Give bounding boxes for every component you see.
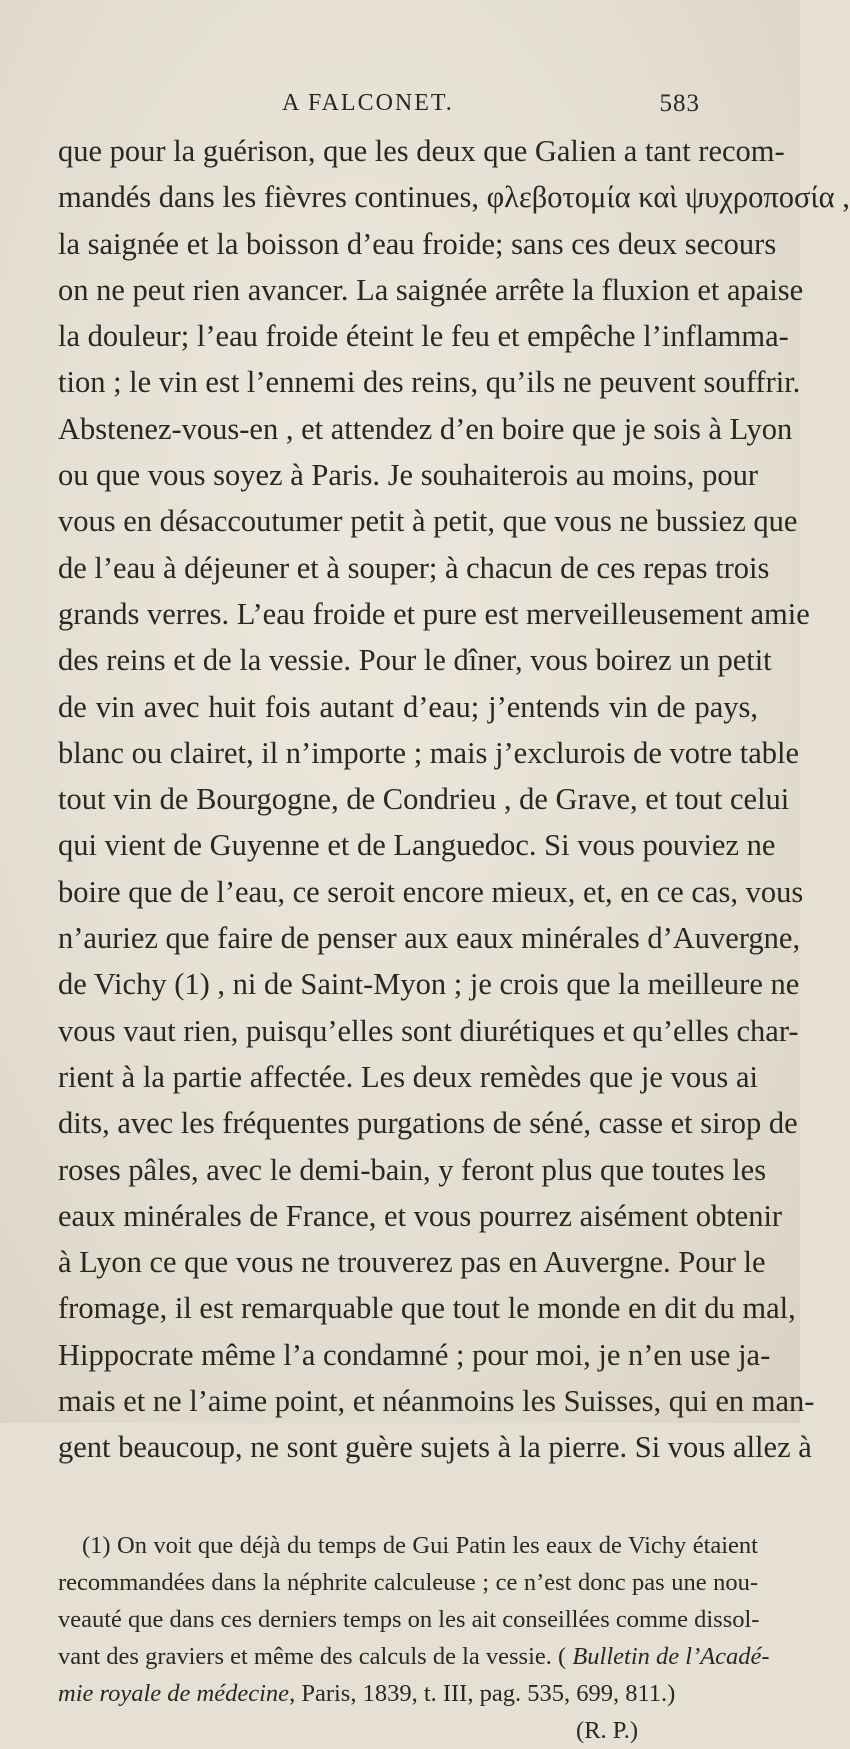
text-line: mandés dans les fièvres continues, φλεβοτομία καὶ ψυχροποσία , [58, 180, 850, 215]
text-line: tion ; le vin est l’ennemi des reins, qu’ils ne peuvent souffrir. [58, 365, 801, 400]
text-line: vous vaut rien, puisqu’elles sont diurétiques et qu’elles char- [58, 1013, 799, 1048]
running-head: A FALCONET. [282, 90, 454, 116]
text-line: vous en désaccoutumer petit à petit, que vous ne bussiez que [58, 504, 798, 539]
text-line: des reins et de la vessie. Pour le dîner, vous boirez un petit [58, 643, 772, 678]
page-header [58, 90, 760, 128]
signature-text: (R. P.) [576, 1716, 638, 1744]
text-line: ou que vous soyez à Paris. Je souhaiterois au moins, pour [58, 458, 758, 493]
footnote-line [58, 1638, 770, 1675]
text-line: on ne peut rien avancer. La saignée arrête la fluxion et apaise [58, 272, 804, 307]
text-line: n’auriez que faire de penser aux eaux minérales d’Auvergne, [58, 921, 801, 956]
text-line: eaux minérales de France, et vous pourrez aisément obtenir [58, 1198, 783, 1233]
footnote-line [58, 1675, 758, 1712]
text-line: rient à la partie affectée. Les deux remèdes que je vous ai [58, 1059, 758, 1094]
text-line: dits, avec les fréquentes purgations de séné, casse et sirop de [58, 1106, 798, 1141]
text-line: la saignée et la boisson d’eau froide; sans ces deux secours [58, 226, 777, 261]
text-line: Hippocrate même l’a condamné ; pour moi, je n’en use ja- [58, 1337, 771, 1372]
footnote-signature [58, 1712, 760, 1749]
page-number: 583 [659, 90, 700, 117]
text-line: mais et ne l’aime point, et néanmoins les Suisses, qui en man- [58, 1384, 815, 1419]
text-line: grands verres. L’eau froide et pure est merveilleusement amie [58, 596, 810, 631]
footnote-text: vant des graviers et même des calculs de la vessie. ( [58, 1642, 573, 1670]
text-line: de l’eau à déjeuner et à souper; à chacun de ces repas trois [58, 550, 770, 585]
text-line: boire que de l’eau, ce seroit encore mieux, et, en ce cas, vous [58, 874, 804, 909]
footnote-citation-details: , Paris, 1839, t. III, pag. 535, 699, 811.) [289, 1679, 676, 1707]
text-line: tout vin de Bourgogne, de Condrieu , de Grave, et tout celui [58, 782, 790, 817]
footnote-line: veauté que dans ces derniers temps on les ait conseillées comme dissol- [58, 1605, 760, 1633]
text-line: blanc ou clairet, il n’importe ; mais j’exclurois de votre table [58, 735, 800, 770]
text-line: Abstenez-vous-en , et attendez d’en boire que je sois à Lyon [58, 411, 793, 446]
text-line: qui vient de Guyenne et de Languedoc. Si vous pouviez ne [58, 828, 776, 863]
text-line: roses pâles, avec le demi-bain, y feront plus que toutes les [58, 1152, 767, 1187]
text-line: fromage, il est remarquable que tout le monde en dit du mal, [58, 1291, 796, 1326]
footnote-citation-title: mie royale de médecine [58, 1679, 290, 1707]
text-line: la douleur; l’eau froide éteint le feu et empêche l’inflamma- [58, 319, 789, 354]
main-text [58, 128, 850, 1471]
text-line: à Lyon ce que vous ne trouverez pas en Auvergne. Pour le [58, 1245, 766, 1280]
footnote-line: recommandées dans la néphrite calculeuse ; ce n’est donc pas une nou- [58, 1568, 758, 1596]
footnote [58, 1527, 770, 1749]
footnote-line: (1) On voit que déjà du temps de Gui Patin les eaux de Vichy étaient [82, 1531, 758, 1559]
text-line: de vin avec huit fois autant d’eau; j’entends vin de pays, [58, 689, 758, 724]
text-line: gent beaucoup, ne sont guère sujets à la pierre. Si vous allez à [58, 1430, 812, 1465]
text-line: de Vichy (1) , ni de Saint-Myon ; je crois que la meilleure ne [58, 967, 800, 1002]
text-line: que pour la guérison, que les deux que Galien a tant recom- [58, 134, 785, 168]
footnote-citation-title: Bulletin de l’Acadé- [572, 1642, 770, 1670]
